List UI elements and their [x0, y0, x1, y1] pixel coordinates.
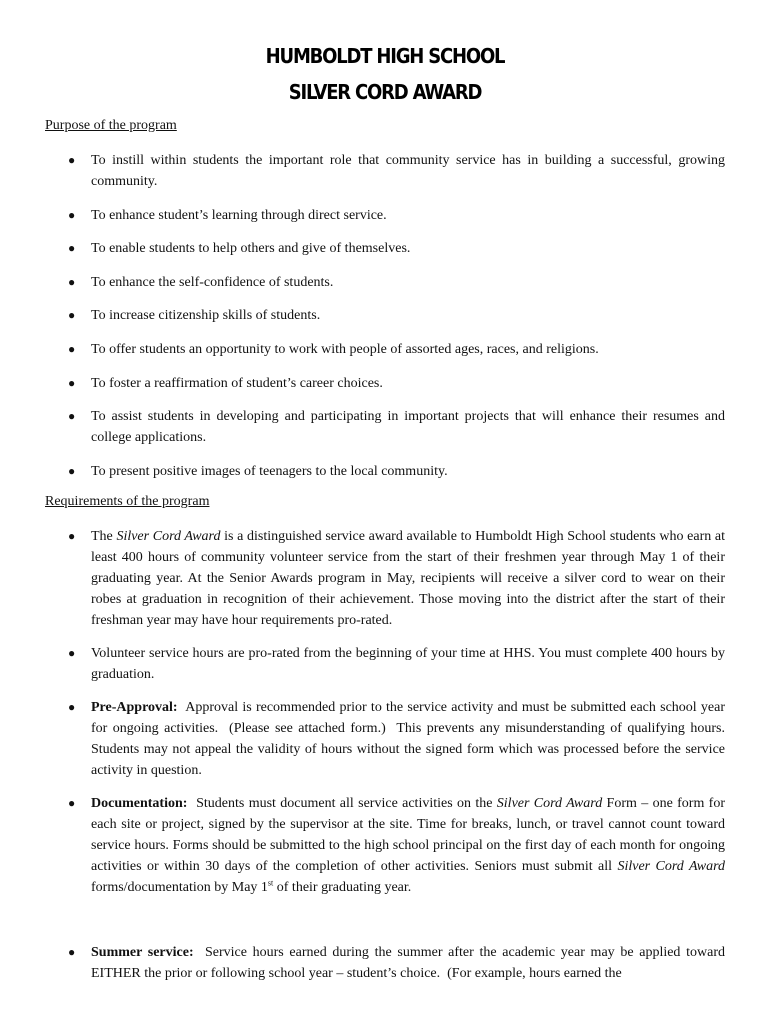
- list-item: ● Summer service: Service hours earned during the summer after the academic year may be applied toward EITHER the prior or following school year – student’s choice. (For example, hours earned the: [0, 942, 770, 984]
- bullet-icon: ●: [68, 463, 76, 478]
- list-item: ● To present positive images of teenagers to the local community.: [0, 461, 770, 482]
- list-item: ● To instill within students the important role that community service has in building a successful, growing community.: [0, 150, 770, 192]
- list-item: ● To increase citizenship skills of students.: [0, 305, 770, 326]
- bullet-icon: ●: [68, 207, 76, 222]
- bullet-icon: ●: [68, 241, 76, 256]
- list-item: ● Documentation: Students must document all service activities on the Silver Cord Award Form – one form for each site or project, signed by the supervisor at the site. Time for breaks, lunch, or travel cannot count toward service hours. Forms should be submitted to the high school principal on the first day of each month for ongoing activities or within 30 days of the completion of other activities. Seniors must submit all Silver Cord Award forms/documentation by May 1st of their graduating year.: [0, 793, 770, 898]
- bullet-icon: ●: [68, 945, 76, 959]
- bullet-icon: ●: [68, 700, 76, 714]
- list-item: ● To enable students to help others and give of themselves.: [0, 238, 770, 259]
- list-item: ● Volunteer service hours are pro-rated from the beginning of your time at HHS. You must complete 400 hours by graduation.: [0, 643, 770, 685]
- bullet-icon: ●: [68, 341, 76, 356]
- bullet-icon: ●: [68, 308, 76, 323]
- bullet-icon: ●: [68, 796, 76, 810]
- list-item: ● To enhance student’s learning through direct service.: [0, 205, 770, 226]
- award-name-title: SILVER CORD AWARD: [288, 80, 482, 104]
- list-item: ● Pre-Approval: Approval is recommended prior to the service activity and must be submitted each school year for ongoing activities. (Please see attached form.) This prevents any misunderstanding of qualifying hours. Students may not appeal the validity of hours without the signed form which was processed before the service activity in question.: [0, 697, 770, 781]
- requirements-heading: Requirements of the program: [45, 494, 210, 509]
- list-item: ● To foster a reaffirmation of student’s career choices.: [0, 373, 770, 394]
- purpose-heading: Purpose of the program: [45, 118, 177, 133]
- bullet-icon: ●: [68, 646, 76, 660]
- bullet-icon: ●: [68, 375, 76, 390]
- bullet-icon: ●: [68, 153, 76, 167]
- requirements-list: [0, 526, 770, 996]
- bullet-icon: ●: [68, 274, 76, 289]
- list-item: ● To offer students an opportunity to work with people of assorted ages, races, and religions.: [0, 339, 770, 360]
- bullet-icon: ●: [68, 409, 76, 424]
- bullet-icon: ●: [68, 529, 76, 543]
- list-item: ● The Silver Cord Award is a distinguished service award available to Humboldt High School students who earn at least 400 hours of community volunteer service from the start of their freshmen year through May 1 of their graduating year. At the Senior Awards program in May, recipients will receive a silver cord to wear on their robes at graduation in recognition of their achievement. Those moving into the district after the start of their freshman year may have hour requirements pro-rated.: [0, 526, 770, 631]
- list-item: ● To assist students in developing and participating in important projects that will enhance their resumes and college applications.: [0, 406, 770, 448]
- purpose-list: [0, 150, 770, 494]
- list-item: ● To enhance the self-confidence of students.: [0, 272, 770, 293]
- school-name-title: HUMBOLDT HIGH SCHOOL: [265, 44, 505, 68]
